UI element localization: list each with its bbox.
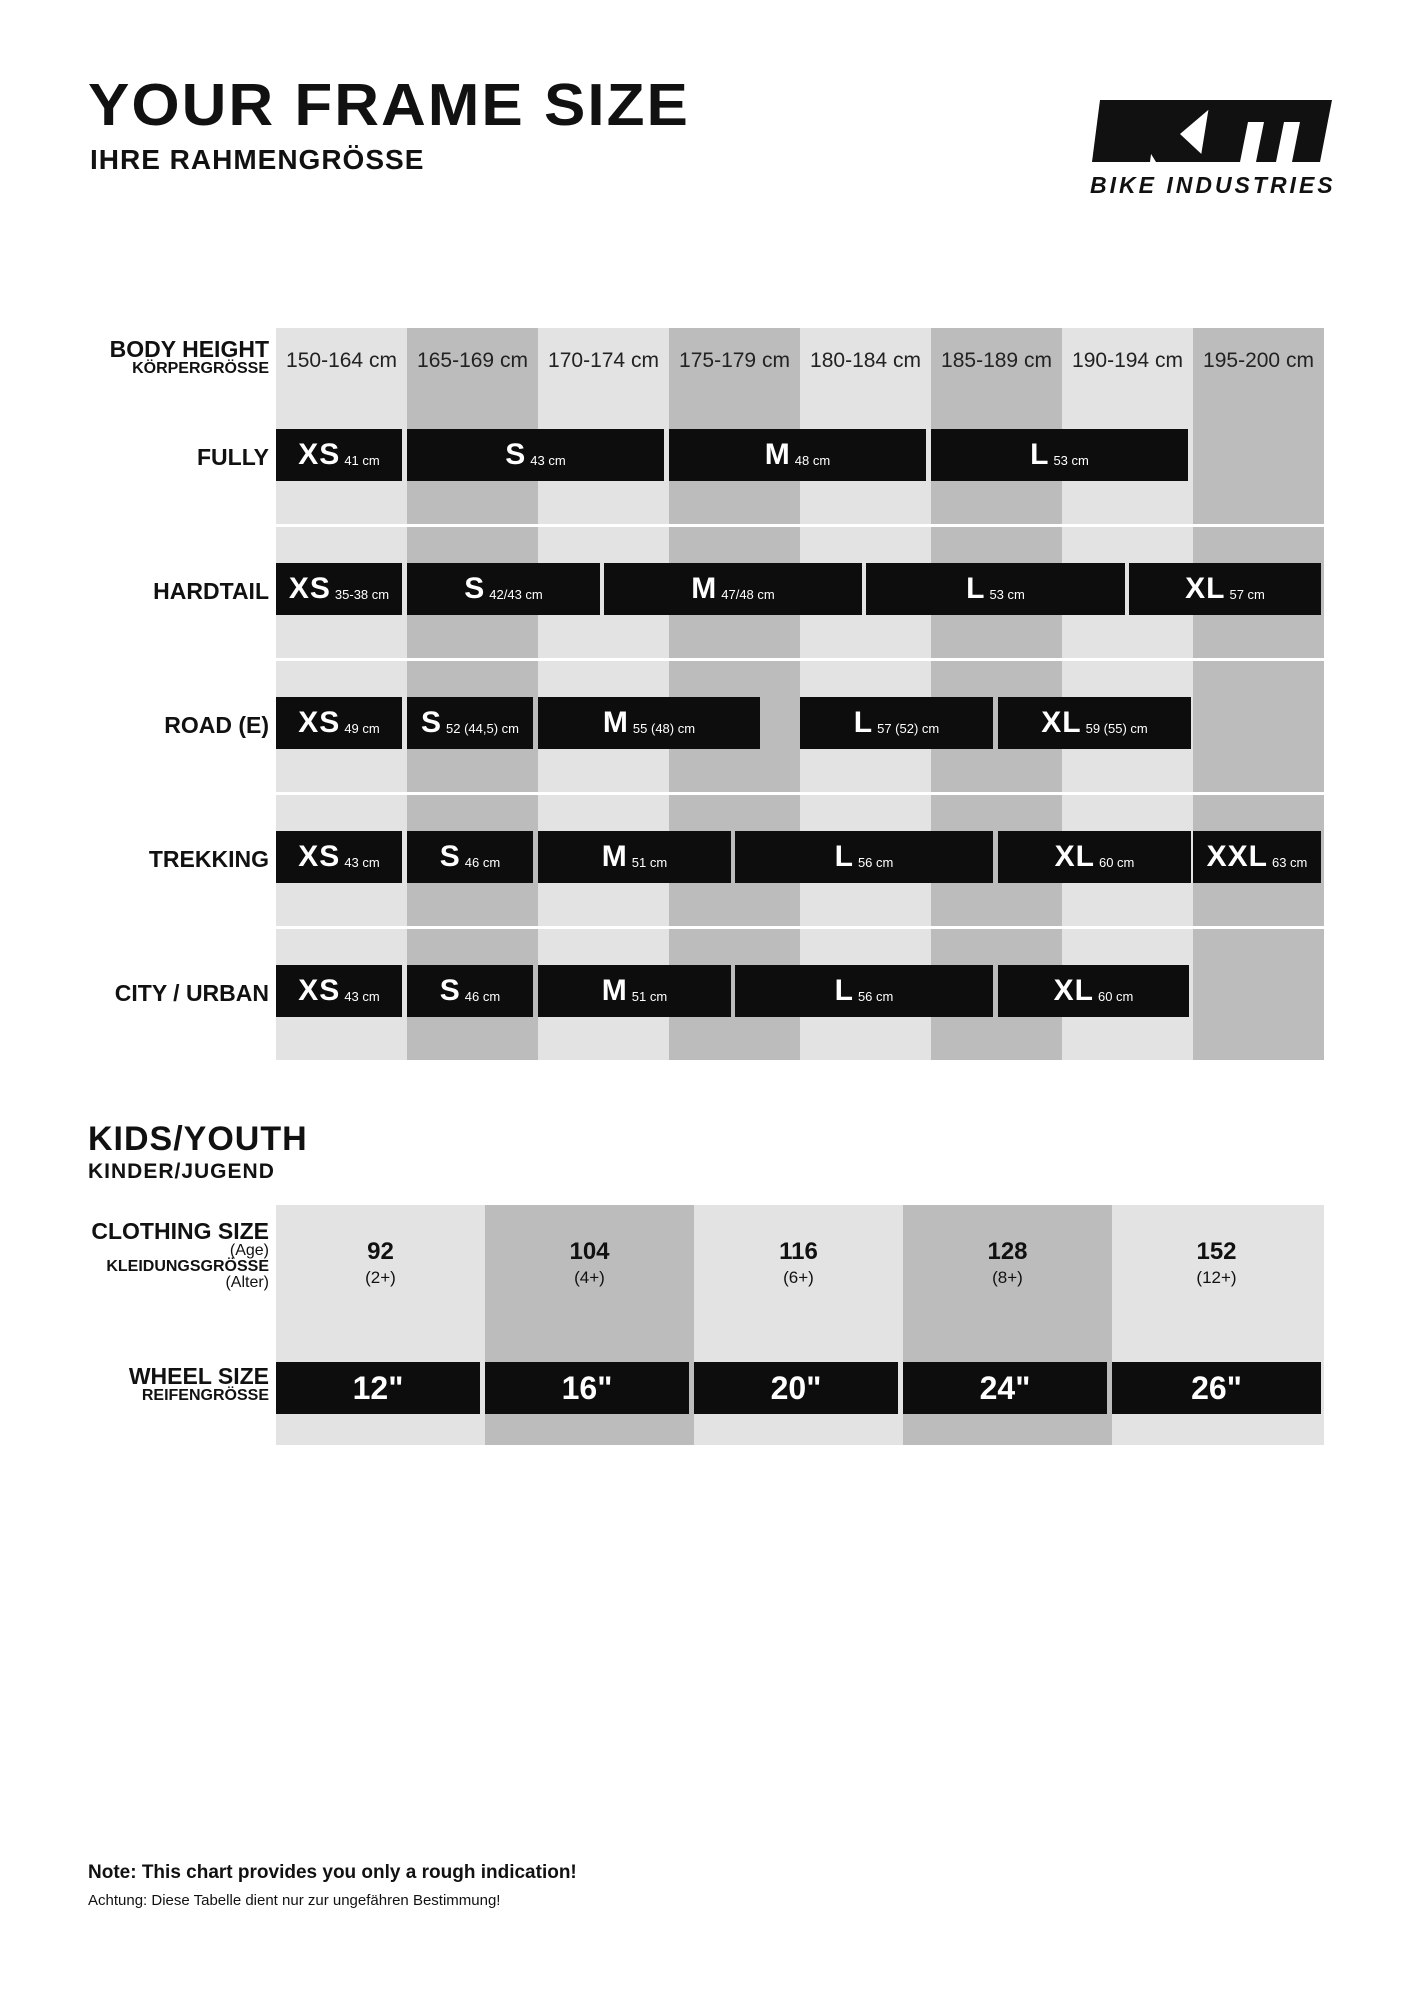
kids-section-subtitle: KINDER/JUGEND: [88, 1160, 275, 1183]
height-range: 195-200 cm: [1203, 349, 1314, 372]
age-label: (Age): [229, 1242, 269, 1259]
category-label-trekking: TREKKING: [148, 846, 269, 872]
height-range: 180-184 cm: [810, 349, 921, 372]
size-bar: XL 60 cm: [998, 965, 1189, 1017]
size-bar: XL 57 cm: [1129, 563, 1321, 615]
clothing-size: 92 (2+): [365, 1238, 396, 1287]
size-bar: XS 43 cm: [276, 831, 402, 883]
logo-subtitle: BIKE INDUSTRIES: [1090, 172, 1336, 198]
size-bar: XS 49 cm: [276, 697, 402, 749]
kids-section-title: KIDS/YOUTH: [88, 1120, 308, 1158]
clothing-size-label: CLOTHING SIZE (Age) KLEIDUNGSGRÖSSE (Alter): [91, 1218, 269, 1291]
size-bar: S 46 cm: [407, 831, 533, 883]
age-label-de: (Alter): [225, 1274, 269, 1291]
size-bar: XL 60 cm: [998, 831, 1191, 883]
wheel-size-bar: 12": [276, 1362, 480, 1414]
row-divider: [276, 658, 1324, 661]
height-range: 175-179 cm: [679, 349, 790, 372]
size-bar: S 46 cm: [407, 965, 533, 1017]
size-bar: XS 43 cm: [276, 965, 402, 1017]
size-bar: M 51 cm: [538, 831, 731, 883]
size-bar: M 55 (48) cm: [538, 697, 760, 749]
row-divider: [276, 792, 1324, 795]
wheel-size-label: WHEEL SIZE REIFENGRÖSSE: [128, 1363, 269, 1404]
page-subtitle: IHRE RAHMENGRÖSSE: [90, 144, 425, 175]
size-bar: S 52 (44,5) cm: [407, 697, 533, 749]
size-bar: M 51 cm: [538, 965, 731, 1017]
note-german: Achtung: Diese Tabelle dient nur zur ungefähren Bestimmung!: [88, 1892, 501, 1909]
wheel-size-bar: 20": [694, 1362, 898, 1414]
height-range: 170-174 cm: [548, 349, 659, 372]
height-range: 190-194 cm: [1072, 349, 1183, 372]
size-bar: M 47/48 cm: [604, 563, 862, 615]
size-bar: L 56 cm: [735, 831, 993, 883]
clothing-size: 104 (4+): [569, 1238, 610, 1287]
height-range: 165-169 cm: [417, 349, 528, 372]
category-label-fully: FULLY: [197, 444, 269, 470]
size-bar: L 56 cm: [735, 965, 993, 1017]
height-range: 185-189 cm: [941, 349, 1052, 372]
size-bar: L 53 cm: [931, 429, 1188, 481]
wheel-size-bar: 16": [485, 1362, 689, 1414]
clothing-size: 152 (12+): [1196, 1238, 1237, 1287]
size-bar: XS 35-38 cm: [276, 563, 402, 615]
size-bar: S 43 cm: [407, 429, 664, 481]
page-title: YOUR FRAME SIZE: [88, 72, 690, 139]
size-bar: XL 59 (55) cm: [998, 697, 1191, 749]
note-english: Note: This chart provides you only a rough indication!: [88, 1862, 577, 1883]
clothing-size: 128 (8+): [987, 1238, 1028, 1287]
row-divider: [276, 524, 1324, 527]
size-bar: L 57 (52) cm: [800, 697, 993, 749]
wheel-size-bar: 24": [903, 1362, 1107, 1414]
size-bar: S 42/43 cm: [407, 563, 600, 615]
row-divider: [276, 926, 1324, 929]
size-bar: XXL 63 cm: [1193, 831, 1321, 883]
height-column-bg: [1193, 328, 1324, 1060]
size-bar: XS 41 cm: [276, 429, 402, 481]
body-height-label: BODY HEIGHT KÖRPERGRÖSSE: [109, 336, 269, 377]
size-bar: L 53 cm: [866, 563, 1125, 615]
category-label-city-urban: CITY / URBAN: [114, 980, 269, 1006]
category-label-road: ROAD (E): [164, 712, 269, 738]
body-height-label-de: KÖRPERGRÖSSE: [132, 360, 269, 377]
wheel-size-bar: 26": [1112, 1362, 1321, 1414]
height-range: 150-164 cm: [286, 349, 397, 372]
clothing-size: 116 (6+): [779, 1238, 818, 1287]
wheel-size-label-de: REIFENGRÖSSE: [141, 1387, 269, 1404]
clothing-size-label-de: KLEIDUNGSGRÖSSE: [106, 1258, 269, 1275]
category-label-hardtail: HARDTAIL: [153, 578, 269, 604]
size-bar: M 48 cm: [669, 429, 926, 481]
